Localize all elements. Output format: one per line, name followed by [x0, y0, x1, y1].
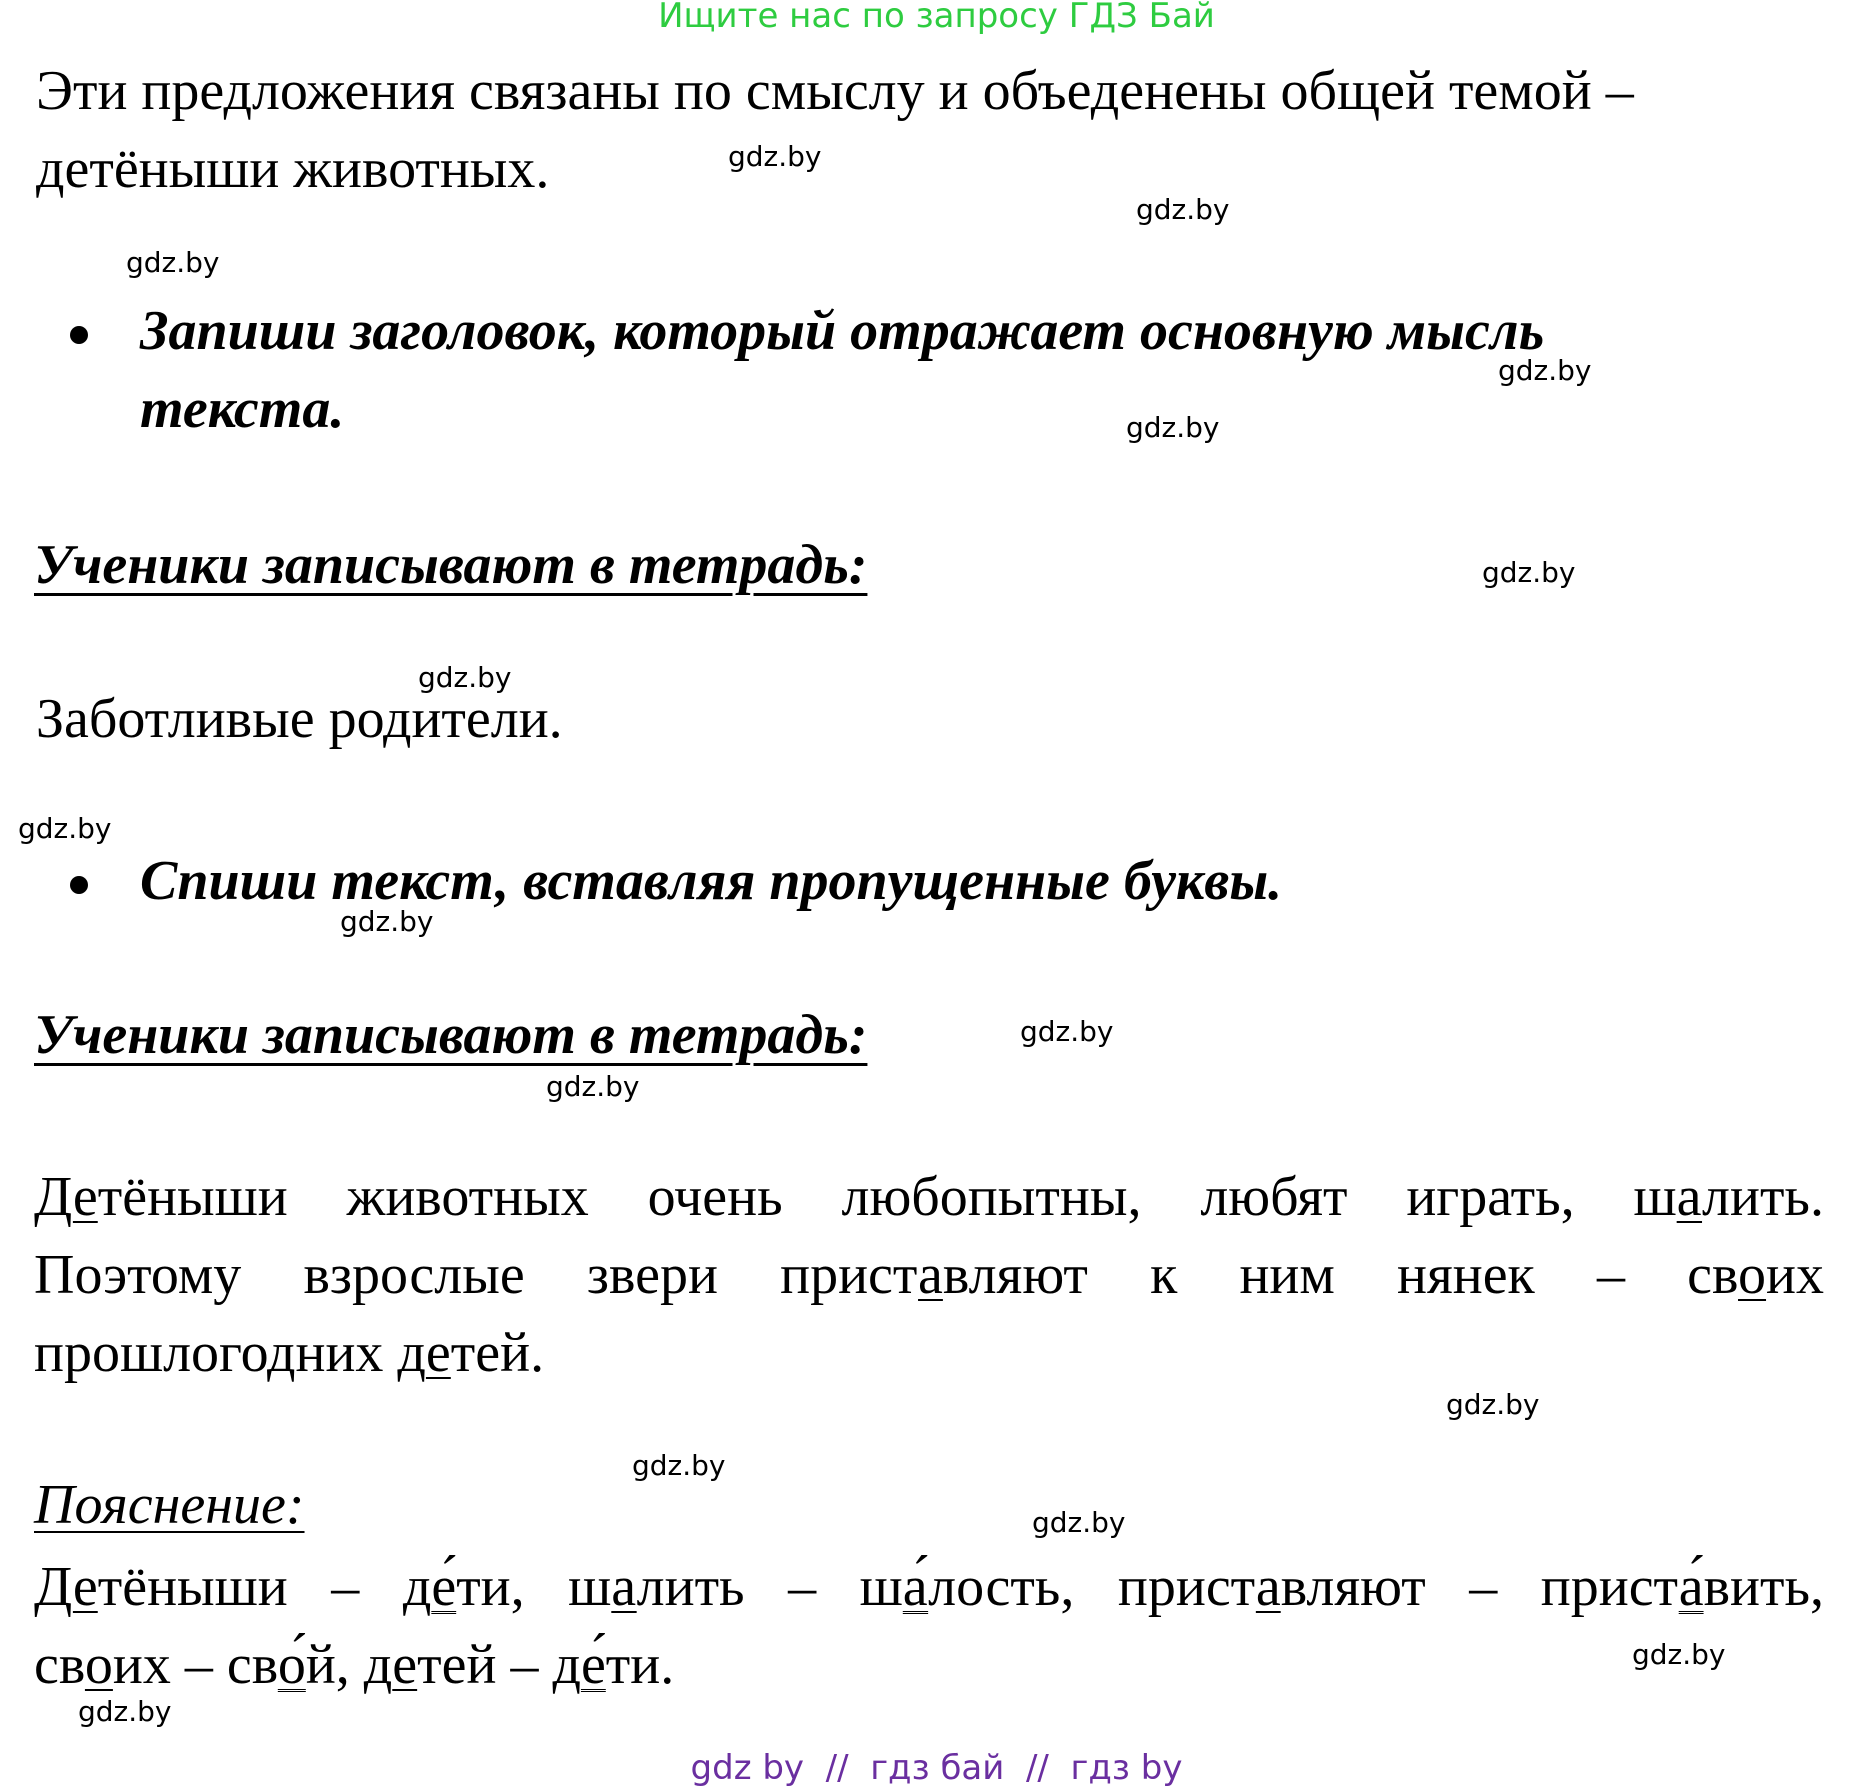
word-part: тей — [417, 1634, 497, 1696]
word — [403, 1548, 525, 1626]
word — [1397, 1236, 1535, 1314]
word-part: лость, — [928, 1556, 1075, 1618]
marked-letter: е — [72, 1556, 98, 1618]
watermark: gdz.by — [1446, 1388, 1540, 1421]
word — [303, 1236, 524, 1314]
watermark: gdz.by — [1126, 411, 1220, 444]
word — [1541, 1548, 1824, 1626]
word-part: св — [34, 1634, 85, 1696]
watermark: gdz.by — [1032, 1506, 1126, 1539]
word — [1150, 1236, 1177, 1314]
watermark: gdz.by — [126, 246, 220, 279]
text-line-1 — [34, 1158, 1824, 1236]
text-line-3 — [34, 1314, 544, 1392]
bullet-icon — [70, 326, 88, 344]
word-part: их — [112, 1634, 171, 1696]
word-part: очень — [647, 1166, 783, 1228]
task-2: Спиши текст, вставляя пропущенные буквы. — [140, 850, 1283, 912]
word-part: вляют — [1280, 1556, 1426, 1618]
word-part: – — [1596, 1244, 1625, 1306]
word-part: св — [1687, 1244, 1739, 1306]
word-part: ш — [859, 1556, 903, 1618]
notebook-heading-1: Ученики записывают в тетрадь: — [34, 534, 868, 596]
word-part: – — [788, 1556, 817, 1618]
word — [34, 1158, 288, 1236]
word-part: Д — [34, 1556, 73, 1618]
word — [568, 1548, 744, 1626]
marked-letter: а — [1676, 1166, 1703, 1228]
word-part: Д — [34, 1166, 73, 1228]
notebook-heading-2: Ученики записывают в тетрадь: — [34, 1004, 868, 1066]
word-part: тей. — [450, 1322, 545, 1384]
word-part: тёныши — [97, 1556, 288, 1618]
marked-letter: о́ — [277, 1634, 306, 1696]
text-line-2 — [34, 1236, 1824, 1314]
word-part: играть, — [1406, 1166, 1575, 1228]
word — [1406, 1158, 1574, 1236]
word — [1239, 1236, 1334, 1314]
watermark: gdz.by — [1136, 193, 1230, 226]
top-banner: Ищите нас по запросу ГДЗ Бай — [658, 0, 1215, 36]
explanation-label: Пояснение: — [34, 1474, 305, 1536]
word-part: звери — [586, 1244, 718, 1306]
word — [347, 1158, 589, 1236]
watermark: gdz.by — [632, 1449, 726, 1482]
word-part: вляют — [942, 1244, 1088, 1306]
intro-line-1: Эти предложения связаны по смыслу и объеденены общей темой – — [36, 60, 1634, 122]
watermark: gdz.by — [340, 905, 434, 938]
word — [331, 1548, 359, 1626]
word — [860, 1548, 1075, 1626]
marked-letter: е — [72, 1166, 98, 1228]
inserted-letter: е — [425, 1322, 451, 1384]
word — [587, 1236, 718, 1314]
answer-title: Заботливые родители. — [36, 688, 563, 750]
marked-letter: е́ — [431, 1556, 457, 1618]
watermark: gdz.by — [1482, 556, 1576, 589]
word — [34, 1548, 288, 1626]
word — [34, 1236, 241, 1314]
word — [788, 1548, 816, 1626]
word-part: ти, — [456, 1556, 525, 1618]
word — [1200, 1158, 1347, 1236]
word-part: лить — [636, 1556, 745, 1618]
word-part: нянек — [1397, 1244, 1535, 1306]
intro-line-2: детёныши животных. — [36, 138, 550, 200]
word-part: прист — [1540, 1556, 1679, 1618]
task-1-line-1: Запиши заголовок, который отражает основную мысль — [140, 300, 1545, 362]
word-part: взрослые — [303, 1244, 525, 1306]
word — [1469, 1548, 1497, 1626]
word — [1597, 1236, 1625, 1314]
word-part: к — [1150, 1244, 1178, 1306]
word-part: тёныши — [97, 1166, 288, 1228]
watermark: gdz.by — [1498, 354, 1592, 387]
marked-letter: а́ — [1678, 1556, 1704, 1618]
marked-letter: е́ — [580, 1634, 606, 1696]
word — [1634, 1158, 1824, 1236]
bullet-icon — [70, 876, 88, 894]
word-part: любопытны, — [841, 1166, 1142, 1228]
word-part: й, — [305, 1634, 350, 1696]
watermark: gdz.by — [1632, 1638, 1726, 1671]
word-part: прист — [780, 1244, 919, 1306]
explanation-line-2 — [34, 1626, 674, 1704]
explanation-line-1 — [34, 1548, 1824, 1626]
word — [842, 1158, 1142, 1236]
word — [1687, 1236, 1824, 1314]
word-part: вить, — [1703, 1556, 1824, 1618]
word — [780, 1236, 1088, 1314]
word-part: прошлогодних д — [34, 1322, 426, 1384]
watermark: gdz.by — [728, 140, 822, 173]
watermark: gdz.by — [546, 1070, 640, 1103]
word-part: ним — [1239, 1244, 1335, 1306]
watermark: gdz.by — [418, 661, 512, 694]
word-part: любят — [1200, 1166, 1348, 1228]
marked-letter: о — [84, 1634, 113, 1696]
word-part: д — [349, 1634, 393, 1696]
word-part: ш — [1633, 1166, 1677, 1228]
word — [648, 1158, 783, 1236]
marked-letter: а — [611, 1556, 637, 1618]
marked-letter: а — [918, 1244, 943, 1306]
word-part: д — [402, 1556, 432, 1618]
word — [1118, 1548, 1426, 1626]
bottom-banner: gdz by // гдз бай // гдз by — [690, 1748, 1183, 1788]
word-part: животных — [346, 1166, 589, 1228]
watermark: gdz.by — [18, 812, 112, 845]
word-part: – — [1469, 1556, 1498, 1618]
marked-letter: а́ — [902, 1556, 929, 1618]
word-part: прист — [1117, 1556, 1256, 1618]
word-part: ти. — [605, 1634, 675, 1696]
word-part: их — [1766, 1244, 1824, 1306]
marked-letter: а — [1255, 1556, 1281, 1618]
word-part: – св — [170, 1634, 278, 1696]
marked-letter: е — [392, 1634, 418, 1696]
word-part: Поэтому — [34, 1244, 242, 1306]
watermark: gdz.by — [1020, 1015, 1114, 1048]
word-part: – — [331, 1556, 360, 1618]
watermark: gdz.by — [78, 1695, 172, 1728]
task-1-line-2: текста. — [140, 378, 345, 440]
marked-letter: о — [1738, 1244, 1767, 1306]
word-part: – д — [496, 1634, 581, 1696]
word-part: ш — [568, 1556, 612, 1618]
word-part: лить. — [1702, 1166, 1824, 1228]
